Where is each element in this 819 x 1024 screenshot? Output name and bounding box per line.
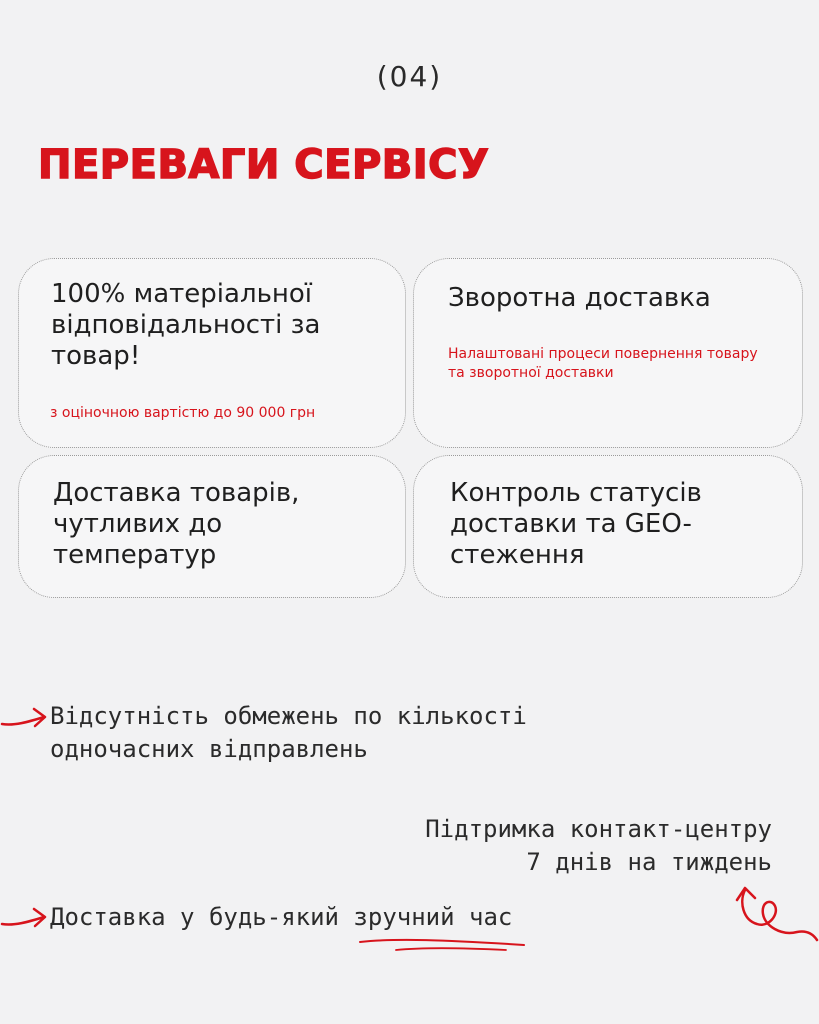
note-line: Підтримка контакт-центру <box>425 815 772 843</box>
note-line: Відсутність обмежень по кількості <box>50 702 527 730</box>
card-return-delivery <box>413 258 803 448</box>
arrow-icon <box>0 900 50 940</box>
card-subtitle: з оціночною вартістю до 90 000 грн <box>50 405 316 421</box>
note-any-time: Доставка у будь-який зручний час <box>50 903 513 931</box>
page-number: (04) <box>376 60 443 93</box>
note-support <box>400 813 772 879</box>
card-subtitle: Налаштовані процеси повернення товару та зворотної доставки <box>448 346 758 381</box>
note-no-limits <box>50 700 527 766</box>
curly-arrow-icon <box>735 880 819 944</box>
card-title: Контроль статусів доставки та GEO-стеження <box>450 478 702 570</box>
note-line: 7 днів на тиждень <box>526 848 772 876</box>
page-title: ПЕРЕВАГИ СЕРВІСУ <box>38 142 490 188</box>
card-title: Зворотна доставка <box>448 283 711 313</box>
card-temperature-delivery <box>18 455 406 598</box>
note-line: одночасних відправлень <box>50 735 368 763</box>
card-title: Доставка товарів, чутливих до температур <box>53 478 300 570</box>
card-geo-tracking <box>413 455 803 598</box>
arrow-icon <box>0 700 50 740</box>
card-title: 100% матеріальної відповідальності за товар! <box>51 279 321 371</box>
underline-squiggle <box>356 936 528 956</box>
